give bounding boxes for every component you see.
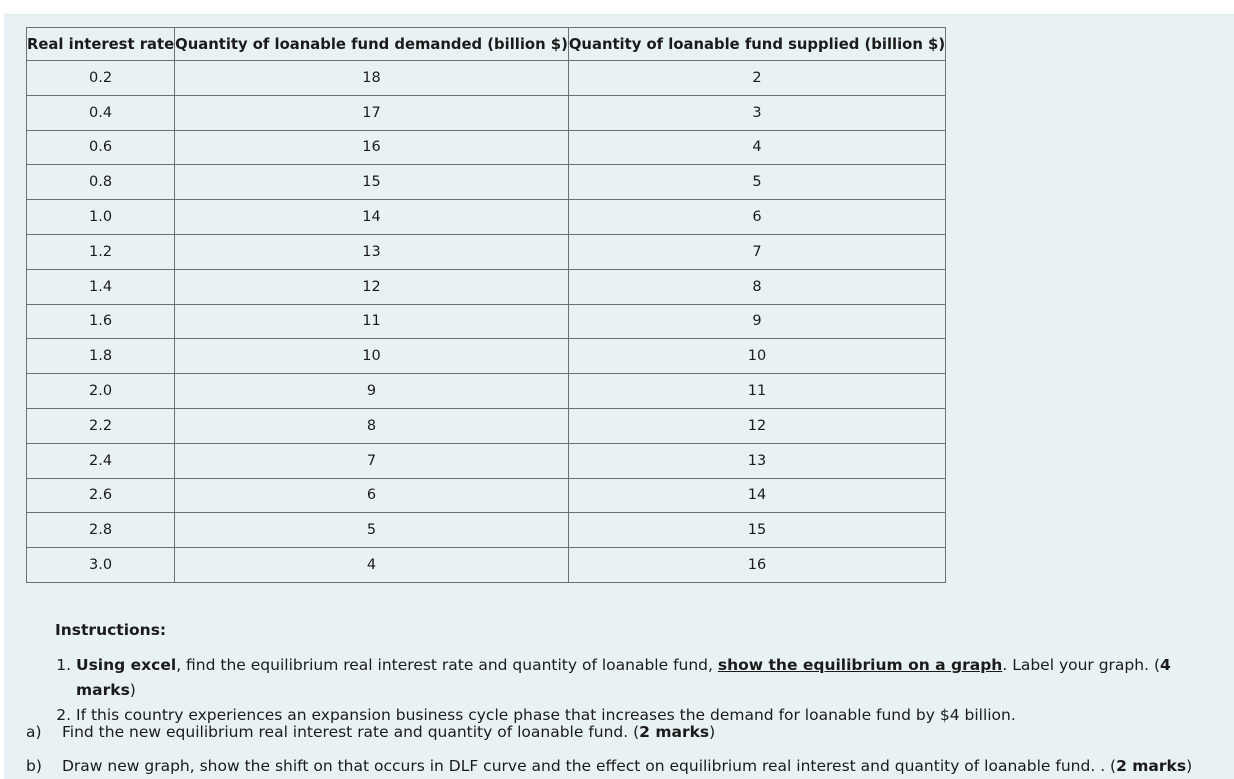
- cell-quantity-demanded: 5: [175, 513, 569, 548]
- cell-quantity-supplied: 10: [568, 339, 945, 374]
- table-row: [27, 374, 946, 409]
- cell-real-interest-rate: 1.8: [27, 339, 175, 374]
- cell-real-interest-rate: 2.4: [27, 443, 175, 478]
- cell-quantity-demanded: 10: [175, 339, 569, 374]
- cell-real-interest-rate: 1.4: [27, 269, 175, 304]
- instruction-text: , find the equilibrium real interest rate and quantity of loanable fund,: [176, 656, 718, 674]
- cell-quantity-demanded: 9: [175, 374, 569, 409]
- cell-real-interest-rate: 0.6: [27, 130, 175, 165]
- table-row: [27, 165, 946, 200]
- cell-quantity-demanded: 7: [175, 443, 569, 478]
- document-page: [4, 14, 1234, 779]
- header-quantity-supplied: Quantity of loanable fund supplied (billion $): [568, 28, 945, 61]
- cell-real-interest-rate: 3.0: [27, 548, 175, 583]
- cell-quantity-demanded: 8: [175, 408, 569, 443]
- part-b-label: b): [26, 757, 42, 775]
- cell-quantity-demanded: 4: [175, 548, 569, 583]
- cell-quantity-supplied: 11: [568, 374, 945, 409]
- table-body: [27, 61, 946, 583]
- cell-quantity-demanded: 13: [175, 234, 569, 269]
- header-quantity-demanded: Quantity of loanable fund demanded (billion $): [175, 28, 569, 61]
- cell-quantity-demanded: 11: [175, 304, 569, 339]
- cell-quantity-demanded: 17: [175, 95, 569, 130]
- cell-quantity-demanded: 16: [175, 130, 569, 165]
- part-a: [26, 723, 715, 741]
- instruction-item-2: 2. If this country experiences an expansion business cycle phase that increases the demand for loanable fund by $4 billion.: [76, 703, 1226, 728]
- cell-real-interest-rate: 2.2: [27, 408, 175, 443]
- table-row: [27, 478, 946, 513]
- cell-real-interest-rate: 2.8: [27, 513, 175, 548]
- cell-quantity-supplied: 13: [568, 443, 945, 478]
- cell-real-interest-rate: 2.0: [27, 374, 175, 409]
- table-row: [27, 269, 946, 304]
- cell-quantity-supplied: 5: [568, 165, 945, 200]
- cell-quantity-supplied: 9: [568, 304, 945, 339]
- using-excel-text: Using excel: [76, 656, 177, 674]
- cell-quantity-supplied: 6: [568, 200, 945, 235]
- table-row: [27, 339, 946, 374]
- cell-quantity-demanded: 6: [175, 478, 569, 513]
- cell-quantity-demanded: 12: [175, 269, 569, 304]
- table-row: [27, 548, 946, 583]
- part-b-text: Draw new graph, show the shift on that occurs in DLF curve and the effect on equilibrium real interest and quantity of loanable fund. . (: [62, 757, 1117, 775]
- part-b: [26, 757, 1192, 775]
- marks-text: 4 marks: [76, 656, 1171, 699]
- table-row: [27, 443, 946, 478]
- cell-real-interest-rate: 1.2: [27, 234, 175, 269]
- table-row: [27, 304, 946, 339]
- cell-quantity-demanded: 18: [175, 61, 569, 96]
- header-real-interest-rate: Real interest rate: [27, 28, 175, 61]
- instruction-list: [55, 653, 1226, 728]
- cell-quantity-supplied: 12: [568, 408, 945, 443]
- cell-quantity-supplied: 7: [568, 234, 945, 269]
- cell-quantity-demanded: 14: [175, 200, 569, 235]
- part-a-label: a): [26, 723, 42, 741]
- instruction-text: ): [129, 681, 136, 699]
- table-row: [27, 61, 946, 96]
- instruction-item-1: [76, 653, 1226, 703]
- part-a-marks: 2 marks: [639, 723, 710, 741]
- cell-real-interest-rate: 2.6: [27, 478, 175, 513]
- cell-real-interest-rate: 1.6: [27, 304, 175, 339]
- cell-quantity-supplied: 14: [568, 478, 945, 513]
- cell-quantity-demanded: 15: [175, 165, 569, 200]
- cell-real-interest-rate: 0.4: [27, 95, 175, 130]
- cell-quantity-supplied: 3: [568, 95, 945, 130]
- instructions-heading: Instructions:: [55, 621, 167, 639]
- cell-real-interest-rate: 0.8: [27, 165, 175, 200]
- table-row: [27, 200, 946, 235]
- part-a-text: Find the new equilibrium real interest rate and quantity of loanable fund. (: [62, 723, 640, 741]
- cell-real-interest-rate: 0.2: [27, 61, 175, 96]
- cell-quantity-supplied: 16: [568, 548, 945, 583]
- cell-real-interest-rate: 1.0: [27, 200, 175, 235]
- show-equilibrium-text: show the equilibrium on a graph: [717, 656, 1003, 674]
- instruction-text: . Label your graph. (: [1002, 656, 1160, 674]
- instructions-section: [55, 621, 166, 639]
- part-b-marks: 2 marks: [1116, 757, 1187, 775]
- part-b-close: ): [1186, 757, 1193, 775]
- cell-quantity-supplied: 8: [568, 269, 945, 304]
- table-row: [27, 408, 946, 443]
- part-a-close: ): [709, 723, 716, 741]
- table-row: [27, 95, 946, 130]
- table-header-row: [27, 28, 946, 61]
- table-row: [27, 234, 946, 269]
- table-row: [27, 130, 946, 165]
- table-row: [27, 513, 946, 548]
- loanable-funds-table: [26, 27, 946, 583]
- cell-quantity-supplied: 4: [568, 130, 945, 165]
- cell-quantity-supplied: 15: [568, 513, 945, 548]
- cell-quantity-supplied: 2: [568, 61, 945, 96]
